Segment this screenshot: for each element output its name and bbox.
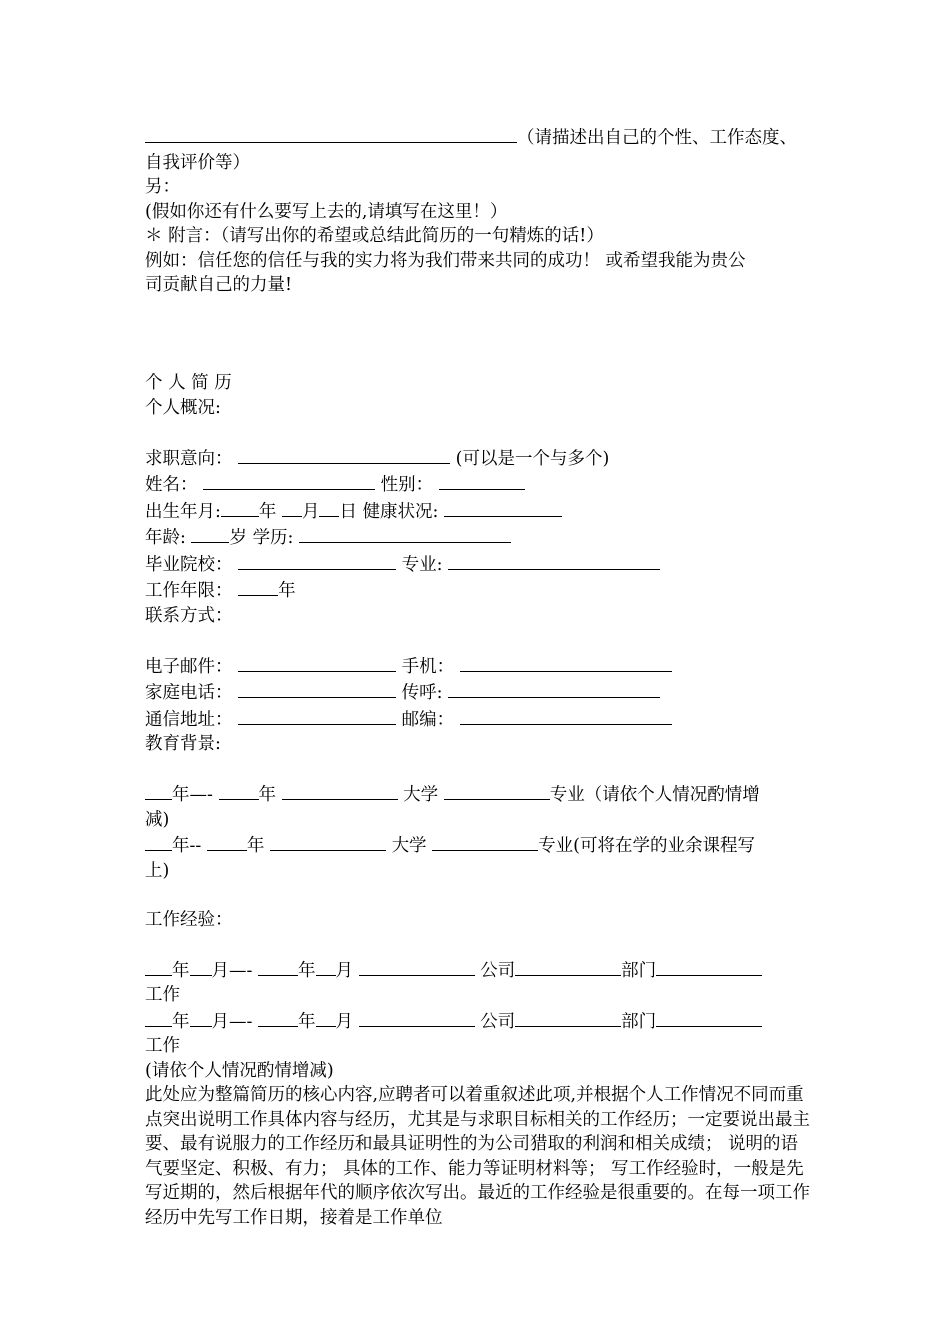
- example-line-1: 例如：信任您的信任与我的实力将为我们带来共同的成功！ 或希望我能为贵公: [145, 250, 746, 271]
- document-page: [145, 124, 815, 1230]
- work1-sep: 月—-: [211, 960, 253, 981]
- birth-month-blank[interactable]: [282, 498, 302, 517]
- university-label: 大学: [391, 836, 427, 856]
- work1-end-year-blank[interactable]: [258, 957, 298, 976]
- contact-label: 联系方式：: [145, 605, 233, 626]
- education-label: 教育背景:: [145, 734, 221, 754]
- home-phone-row: [145, 679, 815, 706]
- spacer: [145, 420, 815, 445]
- birth-day-blank[interactable]: [319, 498, 339, 517]
- work2-title-blank[interactable]: [656, 1008, 762, 1027]
- spacer: [145, 932, 815, 957]
- major-blank[interactable]: [448, 551, 660, 570]
- work-years-label: 工作年限：: [145, 581, 233, 601]
- edu2-start-blank[interactable]: [145, 832, 172, 851]
- work2-start-month-blank[interactable]: [190, 1008, 212, 1027]
- year-label: 年: [246, 836, 265, 856]
- job-intent-row: [145, 445, 815, 472]
- school-label: 毕业院校：: [145, 554, 233, 575]
- example-line-2: 司贡献自己的力量!: [145, 275, 293, 295]
- job-intent-blank[interactable]: [238, 445, 450, 464]
- school-row: [145, 551, 815, 578]
- edu1-university-blank[interactable]: [282, 781, 398, 800]
- resume-title: 个 人 简 历: [145, 373, 232, 393]
- month-label: 月: [335, 1011, 353, 1032]
- work1-start-year-blank[interactable]: [145, 957, 172, 976]
- name-label: 姓名：: [145, 475, 198, 495]
- work-hint: (请依个人情况酌情增减): [145, 1060, 334, 1081]
- edu2-hint-cont: 上): [145, 860, 170, 881]
- edu1-end-blank[interactable]: [219, 781, 259, 800]
- edu1-sep: 年—-: [172, 785, 213, 805]
- other-hint: (假如你还有什么要写上去的,请填写在这里！）: [145, 201, 508, 222]
- work-row-2: [145, 1008, 815, 1035]
- education-row-2: [145, 832, 815, 859]
- major-word: 专业: [549, 785, 585, 805]
- pager-blank[interactable]: [448, 679, 660, 698]
- work2-company-blank[interactable]: [359, 1008, 475, 1027]
- overview-label: 个人概况:: [145, 397, 221, 418]
- day-label: 日: [339, 501, 357, 522]
- email-label: 电子邮件：: [145, 656, 233, 677]
- home-phone-blank[interactable]: [238, 679, 396, 698]
- year-label: 年: [172, 1011, 190, 1032]
- edu1-hint-cont: 减): [145, 809, 170, 830]
- edu-level-blank[interactable]: [299, 524, 511, 543]
- address-label: 通信地址：: [145, 709, 233, 730]
- university-label: 大学: [403, 785, 439, 805]
- spacer: [145, 628, 815, 653]
- edu1-start-blank[interactable]: [145, 781, 172, 800]
- self-evaluation-hint-cont: 自我评价等）: [145, 152, 250, 173]
- job-intent-hint: (可以是一个与多个): [455, 448, 610, 469]
- age-label: 年龄:: [145, 528, 186, 548]
- year-label: 年: [278, 581, 296, 601]
- postcode-label: 邮编：: [401, 709, 455, 730]
- edu2-university-blank[interactable]: [270, 832, 386, 851]
- major-word: 专业: [538, 836, 574, 856]
- birth-row: [145, 498, 815, 525]
- year-label: 年: [258, 501, 277, 522]
- age-unit: 岁: [229, 528, 247, 548]
- gender-label: 性别：: [380, 475, 434, 495]
- postcode-blank[interactable]: [460, 706, 672, 725]
- other-label: 另：: [145, 177, 180, 197]
- pager-label: 传呼:: [401, 683, 443, 703]
- job-intent-label: 求职意向：: [145, 448, 233, 469]
- gender-blank[interactable]: [439, 471, 525, 490]
- email-row: [145, 653, 815, 680]
- work1-work-word: 工作: [145, 985, 180, 1005]
- year-label: 年: [172, 960, 190, 981]
- department-label: 部门: [621, 960, 657, 981]
- note-label: ＊ 附言：（请写出你的希望或总结此简历的一句精炼的话!）: [145, 226, 604, 246]
- edu1-major-blank[interactable]: [444, 781, 550, 800]
- work-body-paragraph: 此处应为整篇简历的核心内容,应聘者可以着重叙述此项,并根据个人工作情况不同而重点突出说明工作具体内容与经历，尤其是与求职目标相关的工作经历；一定要说出最主要、最有说服力的工作经历和最具证明性的为公司猎取的利润和相关成绩； 说明的语气要坚定、积极、有力； 具体的工作、能力等证明材料等； 写工作经验时，一般是先写近期的，然后根据年代的顺序依次写出。最近的工作经验是很重要的。在每一项工作经历中先写工作日期，接着是工作单位: [145, 1085, 810, 1228]
- work-label: 工作经验：: [145, 909, 233, 930]
- address-blank[interactable]: [238, 706, 396, 725]
- edu1-hint: （请依个人情况酌情增: [584, 785, 760, 805]
- self-evaluation-line: [145, 124, 815, 151]
- mobile-blank[interactable]: [460, 653, 672, 672]
- spacer: [145, 298, 815, 372]
- name-row: [145, 471, 815, 498]
- year-label: 年: [298, 960, 316, 981]
- spacer: [145, 883, 815, 908]
- work2-work-word: 工作: [145, 1036, 180, 1056]
- spacer: [145, 757, 815, 782]
- health-blank[interactable]: [444, 498, 562, 517]
- edu2-end-blank[interactable]: [207, 832, 247, 851]
- department-label: 部门: [621, 1011, 657, 1032]
- company-label: 公司: [480, 960, 516, 981]
- self-evaluation-hint: （请描述出自己的个性、工作态度、: [517, 128, 797, 148]
- work2-end-month-blank[interactable]: [316, 1008, 336, 1027]
- mobile-label: 手机：: [401, 656, 455, 677]
- month-label: 月: [335, 960, 353, 981]
- health-label: 健康状况:: [362, 501, 439, 522]
- birth-label: 出生年月:: [145, 501, 221, 522]
- self-evaluation-blank[interactable]: [145, 124, 517, 143]
- work1-title-blank[interactable]: [656, 957, 762, 976]
- edu2-sep: 年--: [172, 836, 202, 856]
- home-phone-label: 家庭电话：: [145, 683, 233, 703]
- company-label: 公司: [480, 1011, 516, 1032]
- address-row: [145, 706, 815, 733]
- work1-company-blank[interactable]: [359, 957, 475, 976]
- name-blank[interactable]: [203, 471, 375, 490]
- age-blank[interactable]: [191, 524, 229, 543]
- work-years-row: [145, 577, 815, 604]
- school-blank[interactable]: [238, 551, 396, 570]
- month-label: 月: [301, 501, 320, 522]
- edu2-major-blank[interactable]: [432, 832, 538, 851]
- work2-sep: 月—-: [211, 1011, 253, 1032]
- education-row-1: [145, 781, 815, 808]
- edu-level-label: 学历:: [252, 528, 294, 548]
- work1-dept-blank[interactable]: [515, 957, 621, 976]
- email-blank[interactable]: [238, 653, 396, 672]
- year-label: 年: [298, 1011, 316, 1032]
- work-years-blank[interactable]: [238, 577, 278, 596]
- work2-start-year-blank[interactable]: [145, 1008, 172, 1027]
- major-label: 专业:: [401, 554, 443, 575]
- work2-end-year-blank[interactable]: [258, 1008, 298, 1027]
- work-row-1: [145, 957, 815, 984]
- work2-dept-blank[interactable]: [515, 1008, 621, 1027]
- work1-start-month-blank[interactable]: [190, 957, 212, 976]
- edu2-hint: (可将在学的业余课程写: [573, 836, 755, 856]
- birth-year-blank[interactable]: [221, 498, 259, 517]
- work1-end-month-blank[interactable]: [316, 957, 336, 976]
- age-row: [145, 524, 815, 551]
- year-label: 年: [258, 785, 276, 805]
